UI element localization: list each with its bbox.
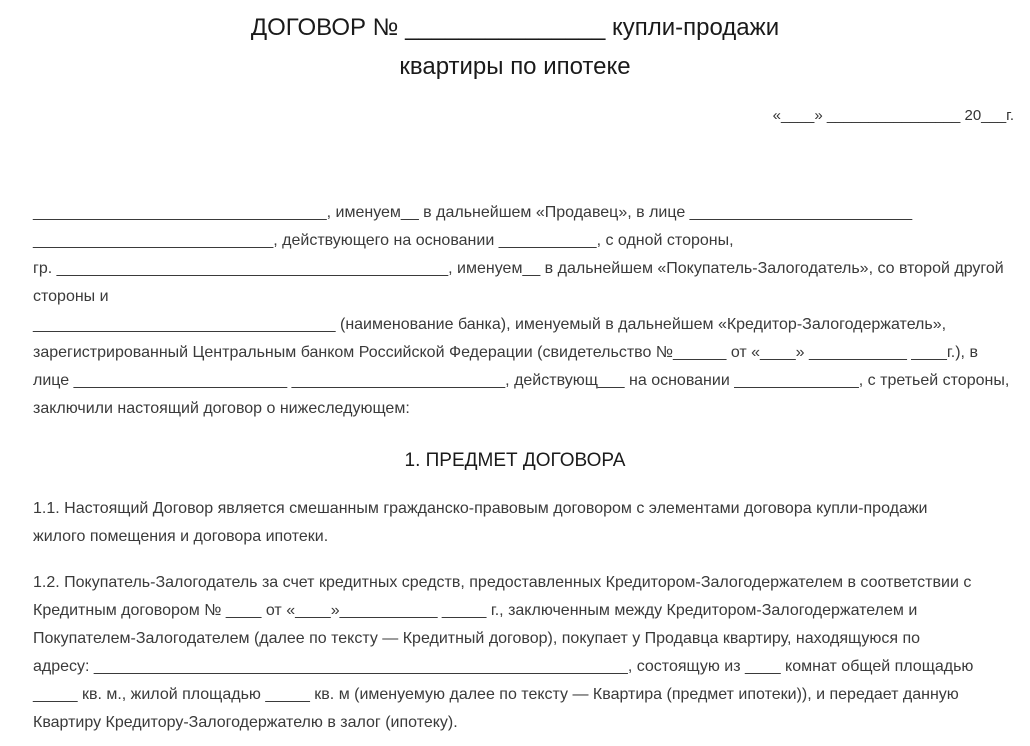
clause-1-1-line: жилого помещения и договора ипотеки. [33,528,329,545]
date-line: «____» ________________ 20___г. [772,107,1014,124]
parties-line: ___________________________, действующего на основании ___________, с одной стороны, [33,232,734,249]
clause-1-2-line: Кредитным договором № ____ от «____»___________ _____ г., заключенным между Кредитором-Залогодержателем и [33,602,918,619]
parties-line: заключили настоящий договор о нижеследующем: [33,400,410,417]
clause-1-2-line: 1.2. Покупатель-Залогодатель за счет кредитных средств, предоставленных Кредитором-Залогодержателем в соответствии с [33,574,972,591]
parties-line: _________________________________, именуем__ в дальнейшем «Продавец», в лице _________________________ [33,204,913,221]
clause-1-2-line: _____ кв. м., жилой площадью _____ кв. м (именуемую далее по тексту — Квартира (предмет ипотеки)), и передает данную [33,686,959,703]
clause-1-1-line: 1.1. Настоящий Договор является смешанным гражданско-правовым договором с элементами договора купли-продажи [33,500,928,517]
clause-1-2-line: Покупателем-Залогодателем (далее по тексту — Кредитный договор), покупает у Продавца квартиру, находящуюся по [33,630,920,647]
clause-1-2-line: Квартиру Кредитору-Залогодержателю в залог (ипотеку). [33,714,458,731]
parties-line: гр. ____________________________________________, именуем__ в дальнейшем «Покупатель-Залогодатель», со второй другой [33,260,1004,277]
parties-line: лице ________________________ ________________________, действующ___ на основании ______________, с третьей стороны, [33,372,1010,389]
parties-line: __________________________________ (наименование банка), именуемый в дальнейшем «Кредитор-Залогодержатель», [33,316,947,333]
document-title: ДОГОВОР № _______________ купли-продажи [250,14,780,41]
section-heading: 1. ПРЕДМЕТ ДОГОВОРА [404,450,626,471]
parties-line: зарегистрированный Центральным банком Российской Федерации (свидетельство №______ от «____» ___________ ____г.), в [33,344,978,361]
clause-1-2-line: адресу: ____________________________________________________________, состоящую из ____ комнат общей площадью [33,658,974,675]
document-subtitle: квартиры по ипотеке [399,53,631,80]
parties-line: стороны и [33,288,109,305]
